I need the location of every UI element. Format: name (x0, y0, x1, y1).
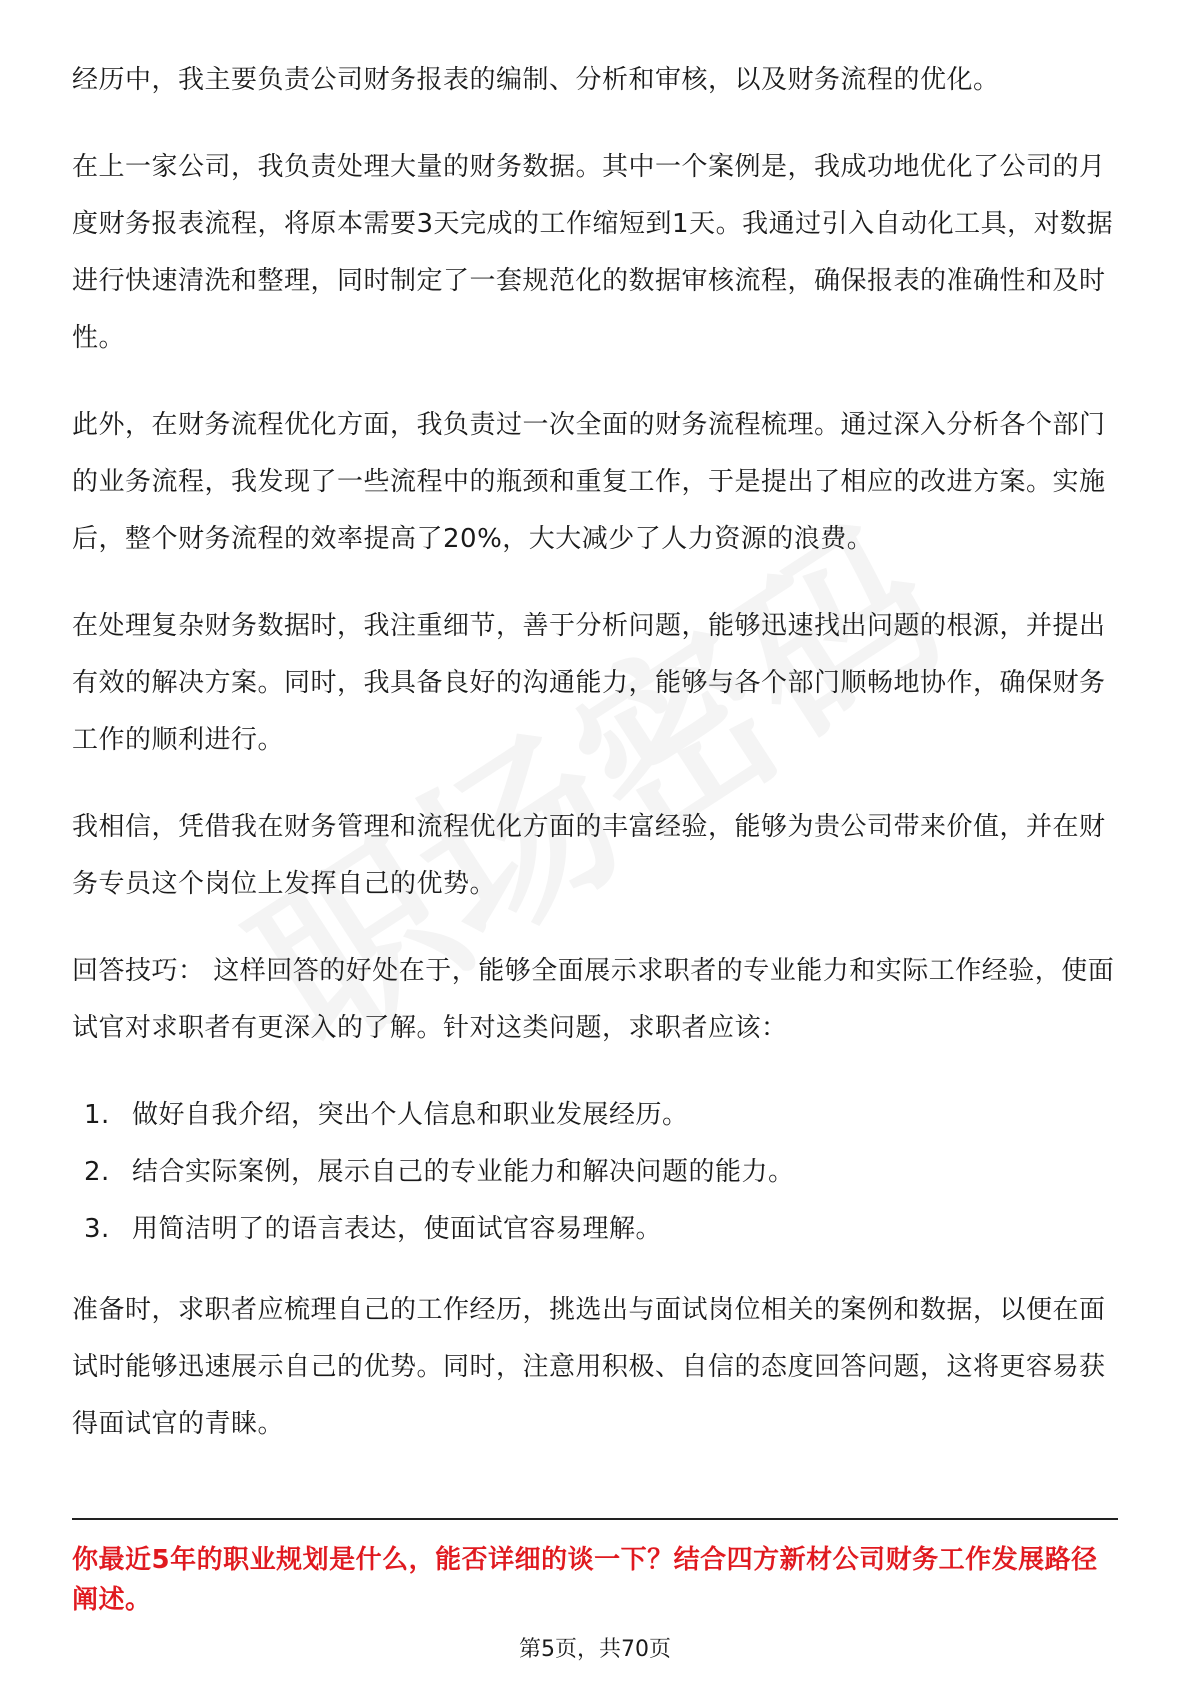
paragraph: 在上一家公司，我负责处理大量的财务数据。其中一个案例是，我成功地优化了公司的月度财务报表流程，将原本需要3天完成的工作缩短到1天。我通过引入自动化工具，对数据进行快速清洗和整理，同时制定了一套规范化的数据审核流程，确保报表的准确性和及时性。 (72, 152, 1114, 353)
page-number-footer: 第5页，共70页 (519, 1637, 671, 1662)
list-text: 结合实际案例，展示自己的专业能力和解决问题的能力。 (132, 1157, 795, 1187)
paragraph: 经历中，我主要负责公司财务报表的编制、分析和审核，以及财务流程的优化。 (72, 65, 1000, 95)
section-divider (72, 1518, 1118, 1520)
paragraph: 此外，在财务流程优化方面，我负责过一次全面的财务流程梳理。通过深入分析各个部门的业务流程，我发现了一些流程中的瓶颈和重复工作，于是提出了相应的改进方案。实施后，整个财务流程的效率提高了20%，大大减少了人力资源的浪费。 (72, 410, 1106, 554)
list-text: 用简洁明了的语言表达，使面试官容易理解。 (132, 1214, 663, 1244)
list-number: 1. (84, 1100, 110, 1130)
list-item (72, 1144, 1118, 1201)
tips-list (72, 1087, 1118, 1258)
list-number: 3. (84, 1214, 110, 1244)
document-body (72, 52, 1118, 1483)
answer-tips-paragraph: 回答技巧： 这样回答的好处在于，能够全面展示求职者的专业能力和实际工作经验，使面试官对求职者有更深入的了解。针对这类问题，求职者应该： (72, 956, 1115, 1043)
next-question-heading: 你最近5年的职业规划是什么，能否详细的谈一下？结合四方新材公司财务工作发展路径阐述。 (72, 1545, 1098, 1615)
list-number: 2. (84, 1157, 110, 1187)
list-text: 做好自我介绍，突出个人信息和职业发展经历。 (132, 1100, 689, 1130)
paragraph: 在处理复杂财务数据时，我注重细节，善于分析问题，能够迅速找出问题的根源，并提出有效的解决方案。同时，我具备良好的沟通能力，能够与各个部门顺畅地协作，确保财务工作的顺利进行。 (72, 611, 1106, 755)
paragraph: 我相信，凭借我在财务管理和流程优化方面的丰富经验，能够为贵公司带来价值，并在财务专员这个岗位上发挥自己的优势。 (72, 812, 1106, 899)
closing-paragraph: 准备时，求职者应梳理自己的工作经历，挑选出与面试岗位相关的案例和数据，以便在面试时能够迅速展示自己的优势。同时，注意用积极、自信的态度回答问题，这将更容易获得面试官的青睐。 (72, 1295, 1106, 1439)
list-item (72, 1201, 1118, 1258)
list-item (72, 1087, 1118, 1144)
